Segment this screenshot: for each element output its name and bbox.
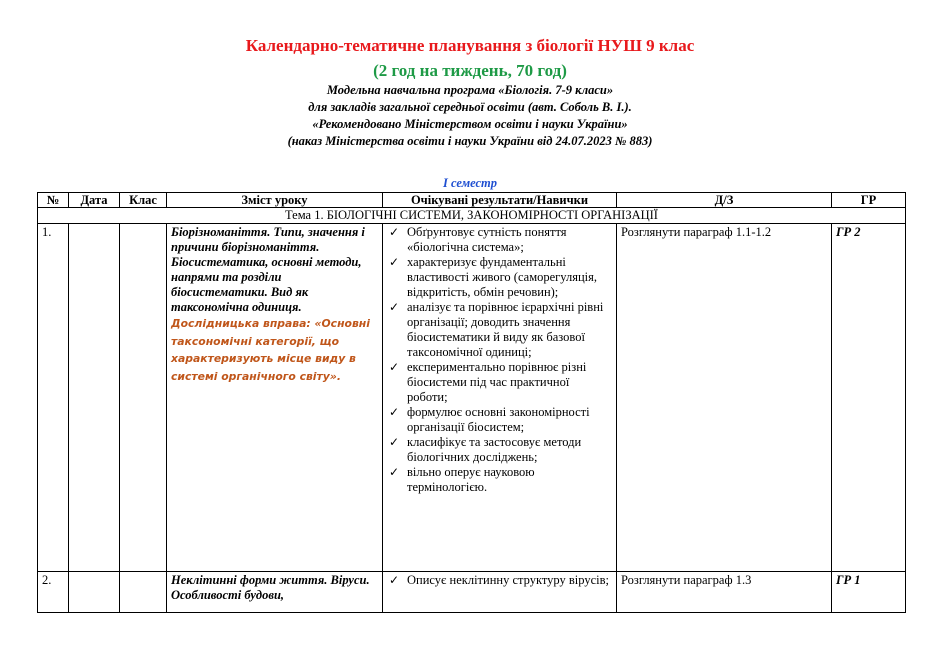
lesson-activity: Дослідницька вправа: «Основні таксономічні категорії, що характеризують місце виду в системі органічного світу». — [171, 317, 370, 383]
table-row — [38, 572, 906, 613]
list-item — [387, 255, 612, 300]
cell-content — [167, 224, 383, 572]
checkmark-icon: ✓ — [389, 435, 400, 449]
col-header-content: Зміст уроку — [167, 193, 383, 208]
list-item — [387, 225, 612, 255]
result-text: аналізує та порівнює ієрархічні рівні організації; доводить значення біосистематики й виду як базової таксономічної одиниці; — [407, 300, 604, 359]
plan-table — [37, 192, 906, 613]
results-list — [387, 225, 612, 495]
cell-results — [383, 572, 617, 613]
cell-date — [69, 572, 120, 613]
checkmark-icon: ✓ — [389, 405, 400, 419]
result-text: класифікує та застосовує методи біологічних досліджень; — [407, 435, 582, 464]
cell-number: 1. — [38, 224, 69, 572]
cell-content — [167, 572, 383, 613]
lesson-content: Неклітинні форми життя. Віруси. Особливості будови, — [171, 573, 370, 602]
checkmark-icon: ✓ — [389, 360, 400, 374]
col-header-group: ГР — [832, 193, 906, 208]
checkmark-icon: ✓ — [389, 255, 400, 269]
cell-homework: Розглянути параграф 1.1-1.2 — [617, 224, 832, 572]
cell-class — [120, 572, 167, 613]
list-item — [387, 465, 612, 495]
cell-number: 2. — [38, 572, 69, 613]
results-list — [387, 573, 612, 588]
col-header-results: Очікувані результати/Навички — [383, 193, 617, 208]
col-header-date: Дата — [69, 193, 120, 208]
col-header-number: № — [38, 193, 69, 208]
checkmark-icon: ✓ — [389, 225, 400, 239]
lesson-content: Біорізноманіття. Типи, значення і причини біорізноманіття. Біосистематика, основні методи, напрями та розділи біосистематики. Вид як таксономічна одиниця. — [171, 225, 365, 314]
topic-cell: Тема 1. БІОЛОГІЧНІ СИСТЕМИ, ЗАКОНОМІРНОСТІ ОРГАНІЗАЦІЇ — [38, 208, 906, 224]
cell-group: ГР 1 — [832, 572, 906, 613]
cell-date — [69, 224, 120, 572]
result-text: характеризує фундаментальні властивості живого (саморегуляція, відкритість, обмін речовин); — [407, 255, 598, 299]
program-info — [0, 82, 940, 150]
checkmark-icon: ✓ — [389, 465, 400, 479]
list-item — [387, 573, 612, 588]
program-line: Модельна навчальна програма «Біологія. 7-9 класи» — [326, 83, 614, 97]
list-item — [387, 435, 612, 465]
result-text: вільно оперує науковою термінологією. — [407, 465, 535, 494]
result-text: Описує неклітинну структуру вірусів; — [407, 573, 609, 587]
program-line: «Рекомендовано Міністерством освіти і науки України» — [312, 117, 628, 131]
cell-class — [120, 224, 167, 572]
page-title: Календарно-тематичне планування з біології НУШ 9 клас — [245, 36, 695, 55]
cell-homework: Розглянути параграф 1.3 — [617, 572, 832, 613]
result-text: експериментально порівнює різні біосистеми під час практичної роботи; — [407, 360, 587, 404]
page-subtitle: (2 год на тиждень, 70 год) — [373, 61, 567, 80]
col-header-class: Клас — [120, 193, 167, 208]
checkmark-icon: ✓ — [389, 573, 400, 587]
result-text: Обґрунтовує сутність поняття «біологічна система»; — [407, 225, 567, 254]
topic-row — [38, 208, 906, 224]
program-line: (наказ Міністерства освіти і науки України від 24.07.2023 № 883) — [287, 134, 653, 148]
table-row — [38, 224, 906, 572]
cell-results — [383, 224, 617, 572]
result-text: формулює основні закономірності організації біосистем; — [407, 405, 590, 434]
table-header-row — [38, 193, 906, 208]
program-line: для закладів загальної середньої освіти (авт. Соболь В. І.). — [308, 100, 632, 114]
list-item — [387, 360, 612, 405]
list-item — [387, 405, 612, 435]
checkmark-icon: ✓ — [389, 300, 400, 314]
semester-heading: І семестр — [442, 176, 498, 190]
list-item — [387, 300, 612, 360]
col-header-homework: Д/З — [617, 193, 832, 208]
cell-group: ГР 2 — [832, 224, 906, 572]
